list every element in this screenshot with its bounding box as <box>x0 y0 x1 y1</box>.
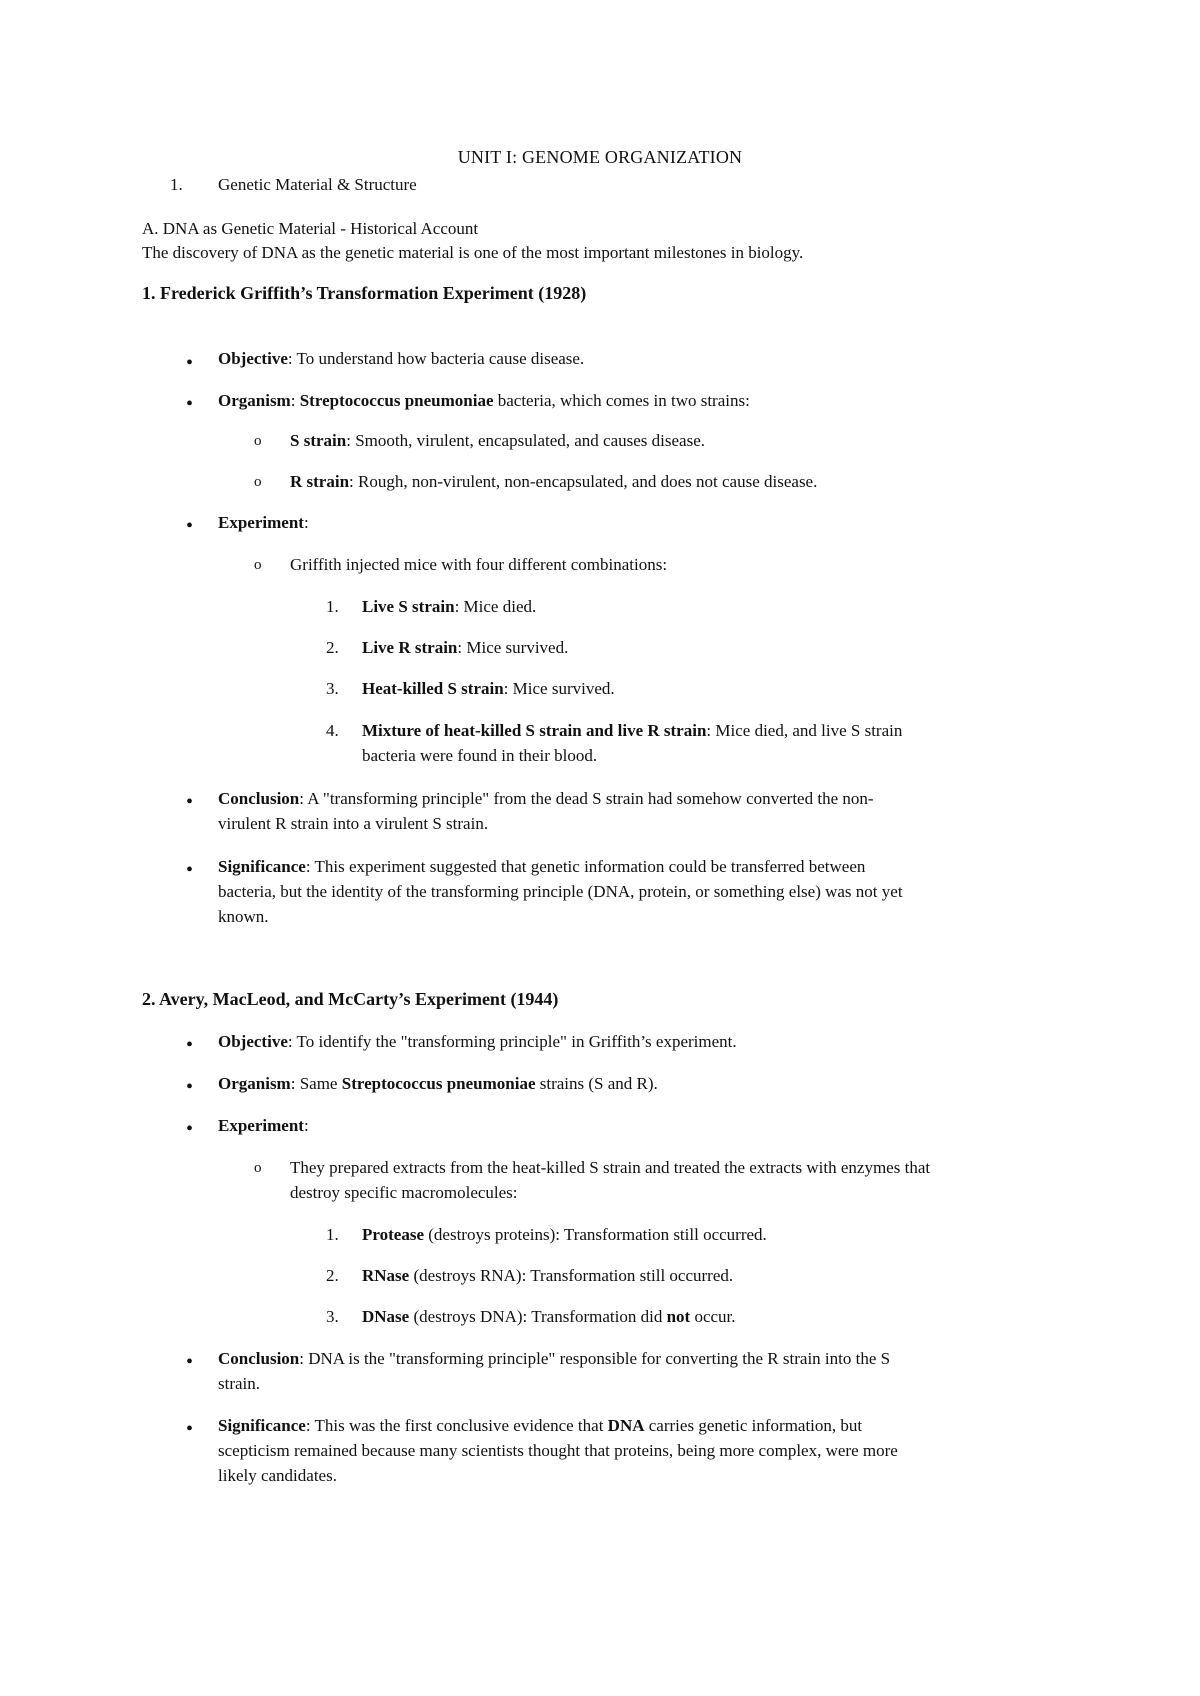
bullet-icon: • <box>186 1118 194 1140</box>
bullet-icon: • <box>186 791 194 813</box>
bullet-icon: • <box>186 859 194 881</box>
bullet-icon: • <box>186 515 194 537</box>
griffith-r-strain: R strain: Rough, non-virulent, non-encapsulated, and does not cause disease. <box>290 472 818 491</box>
list-number: 2. <box>326 638 339 657</box>
avery-experiment: Experiment: <box>218 1116 309 1135</box>
griffith-step-4-continued: bacteria were found in their blood. <box>362 746 598 765</box>
bullet-icon: • <box>186 1418 194 1440</box>
griffith-step-3: Heat-killed S strain: Mice survived. <box>362 679 615 698</box>
sub-bullet-icon: o <box>254 433 262 449</box>
sub-bullet-icon: o <box>254 474 262 490</box>
griffith-step-1: Live S strain: Mice died. <box>362 597 537 616</box>
avery-step-3: DNase (destroys DNA): Transformation did not occur. <box>362 1307 736 1326</box>
griffith-step-4: Mixture of heat-killed S strain and live R strain: Mice died, and live S strain <box>362 721 903 740</box>
avery-objective: Objective: To identify the "transforming principle" in Griffith’s experiment. <box>218 1032 737 1051</box>
list-number: 1. <box>326 597 339 616</box>
griffith-conclusion: Conclusion: A "transforming principle" from the dead S strain had somehow converted the non- <box>218 789 874 808</box>
avery-experiment-text-continued: destroy specific macromolecules: <box>290 1183 518 1202</box>
avery-step-2: RNase (destroys RNA): Transformation still occurred. <box>362 1266 734 1285</box>
section-heading-a: A. DNA as Genetic Material - Historical Account <box>142 219 479 238</box>
bullet-icon: • <box>186 352 194 374</box>
list-number: 3. <box>326 679 339 698</box>
avery-step-1: Protease (destroys proteins): Transformation still occurred. <box>362 1225 767 1244</box>
griffith-experiment-intro: Griffith injected mice with four different combinations: <box>290 555 668 574</box>
list-number: 3. <box>326 1307 339 1326</box>
sub-bullet-icon: o <box>254 1160 262 1176</box>
list-number: 1. <box>170 175 183 194</box>
list-number: 4. <box>326 721 339 740</box>
avery-heading: 2. Avery, MacLeod, and McCarty’s Experiment (1944) <box>142 989 559 1009</box>
avery-conclusion: Conclusion: DNA is the "transforming principle" responsible for converting the R strain into the S <box>218 1349 891 1368</box>
griffith-significance-line-3: known. <box>218 907 269 926</box>
avery-experiment-text: They prepared extracts from the heat-killed S strain and treated the extracts with enzymes that <box>290 1158 931 1177</box>
griffith-significance: Significance: This experiment suggested that genetic information could be transferred between <box>218 857 866 876</box>
bullet-icon: • <box>186 393 194 415</box>
griffith-objective: Objective: To understand how bacteria cause disease. <box>218 349 585 368</box>
griffith-heading: 1. Frederick Griffith’s Transformation Experiment (1928) <box>142 283 587 303</box>
list-item-genetic-material: Genetic Material & Structure <box>218 175 417 194</box>
avery-significance: Significance: This was the first conclusive evidence that DNA carries genetic information, but <box>218 1416 863 1435</box>
sub-bullet-icon: o <box>254 557 262 573</box>
griffith-significance-line-2: bacteria, but the identity of the transforming principle (DNA, protein, or something else) was not yet <box>218 882 903 901</box>
griffith-step-2: Live R strain: Mice survived. <box>362 638 569 657</box>
bullet-icon: • <box>186 1351 194 1373</box>
bullet-icon: • <box>186 1076 194 1098</box>
griffith-s-strain: S strain: Smooth, virulent, encapsulated, and causes disease. <box>290 431 706 450</box>
intro-paragraph: The discovery of DNA as the genetic material is one of the most important milestones in biology. <box>142 243 804 262</box>
griffith-experiment: Experiment: <box>218 513 309 532</box>
page-title: UNIT I: GENOME ORGANIZATION <box>457 147 743 167</box>
list-number: 2. <box>326 1266 339 1285</box>
avery-conclusion-continued: strain. <box>218 1374 261 1393</box>
bullet-icon: • <box>186 1034 194 1056</box>
griffith-conclusion-continued: virulent R strain into a virulent S strain. <box>218 814 489 833</box>
avery-significance-line-2: scepticism remained because many scientists thought that proteins, being more complex, were more <box>218 1441 898 1460</box>
griffith-organism: Organism: Streptococcus pneumoniae bacteria, which comes in two strains: <box>218 391 750 410</box>
avery-organism: Organism: Same Streptococcus pneumoniae strains (S and R). <box>218 1074 658 1093</box>
list-number: 1. <box>326 1225 339 1244</box>
avery-significance-line-3: likely candidates. <box>218 1466 337 1485</box>
